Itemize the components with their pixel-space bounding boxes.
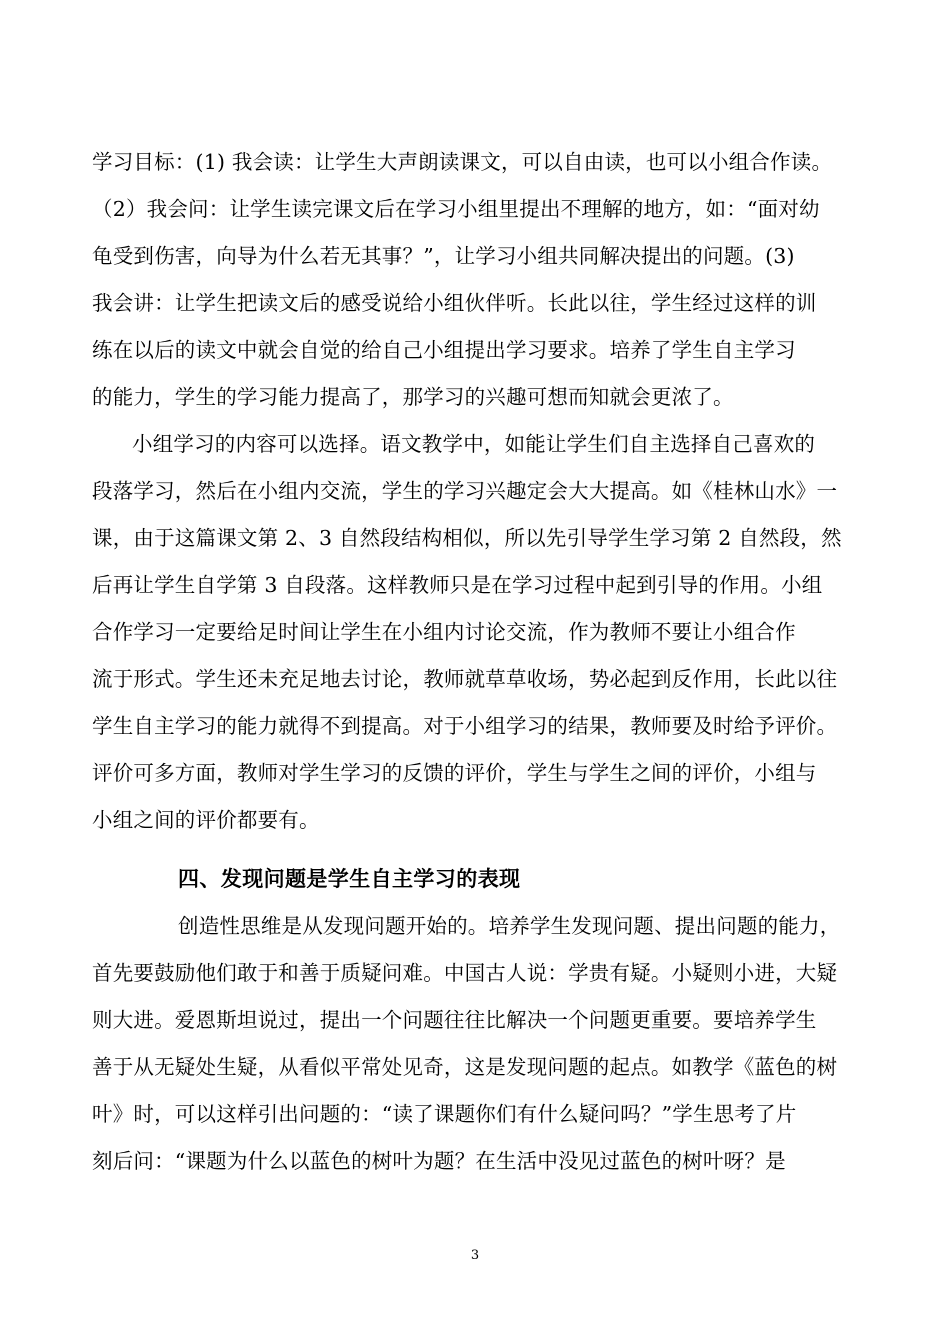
body-text-line: 流于形式。学生还未充足地去讨论，教师就草草收场，势必起到反作用，长此以往 — [92, 667, 838, 691]
body-text-line: 首先要鼓励他们敢于和善于质疑问难。中国古人说：学贵有疑。小疑则小进，大疑 — [92, 961, 838, 985]
body-text-line: 评价可多方面，教师对学生学习的反馈的评价，学生与学生之间的评价，小组与 — [92, 761, 817, 785]
body-text-line: 段落学习，然后在小组内交流，学生的学习兴趣定会大大提高。如《桂林山水》一 — [92, 479, 838, 503]
body-text-line: 合作学习一定要给足时间让学生在小组内讨论交流，作为教师不要让小组合作 — [92, 620, 796, 644]
body-text-line: 后再让学生自学第 3 自段落。这样教师只是在学习过程中起到引导的作用。小组 — [92, 573, 823, 597]
body-text-line: 则大进。爱恩斯坦说过，提出一个问题往往比解决一个问题更重要。要培养学生 — [92, 1008, 817, 1032]
body-text-line: 刻后问：“课题为什么以蓝色的树叶为题？在生活中没见过蓝色的树叶呀？是 — [92, 1149, 786, 1173]
body-text-line: 龟受到伤害，向导为什么若无其事？”，让学习小组共同解决提出的问题。(3) — [92, 244, 795, 268]
body-text-line: 叶》时，可以这样引出问题的：“读了课题你们有什么疑问吗？”学生思考了片 — [92, 1102, 797, 1126]
body-text-line: 练在以后的读文中就会自觉的给自己小组提出学习要求。培养了学生自主学习 — [92, 338, 796, 362]
body-text-line: 的能力，学生的学习能力提高了，那学习的兴趣可想而知就会更浓了。 — [92, 385, 734, 409]
section-heading: 四、发现问题是学生自主学习的表现 — [178, 866, 521, 891]
body-text-line: 课，由于这篇课文第 2、3 自然段结构相似，所以先引导学生学习第 2 自然段，然 — [92, 526, 842, 550]
body-text-line: 善于从无疑处生疑，从看似平常处见奇，这是发现问题的起点。如教学《蓝色的树 — [92, 1055, 838, 1079]
paragraph-first-line: 创造性思维是从发现问题开始的。培养学生发现问题、提出问题的能力， — [178, 914, 841, 938]
body-text-line: 学生自主学习的能力就得不到提高。对于小组学习的结果，教师要及时给予评价。 — [92, 714, 838, 738]
body-text-line: 小组之间的评价都要有。 — [92, 808, 320, 832]
body-text-line: 学习目标：(1) 我会读：让学生大声朗读课文，可以自由读，也可以小组合作读。 — [92, 150, 833, 174]
body-text-line: 我会讲：让学生把读文后的感受说给小组伙伴听。长此以往，学生经过这样的训 — [92, 291, 817, 315]
paragraph-first-line: 小组学习的内容可以选择。语文教学中，如能让学生们自主选择自己喜欢的 — [132, 432, 816, 456]
body-text-line: （2）我会问：让学生读完课文后在学习小组里提出不理解的地方，如：“面对幼 — [92, 197, 820, 221]
page-number: 3 — [470, 1248, 480, 1263]
